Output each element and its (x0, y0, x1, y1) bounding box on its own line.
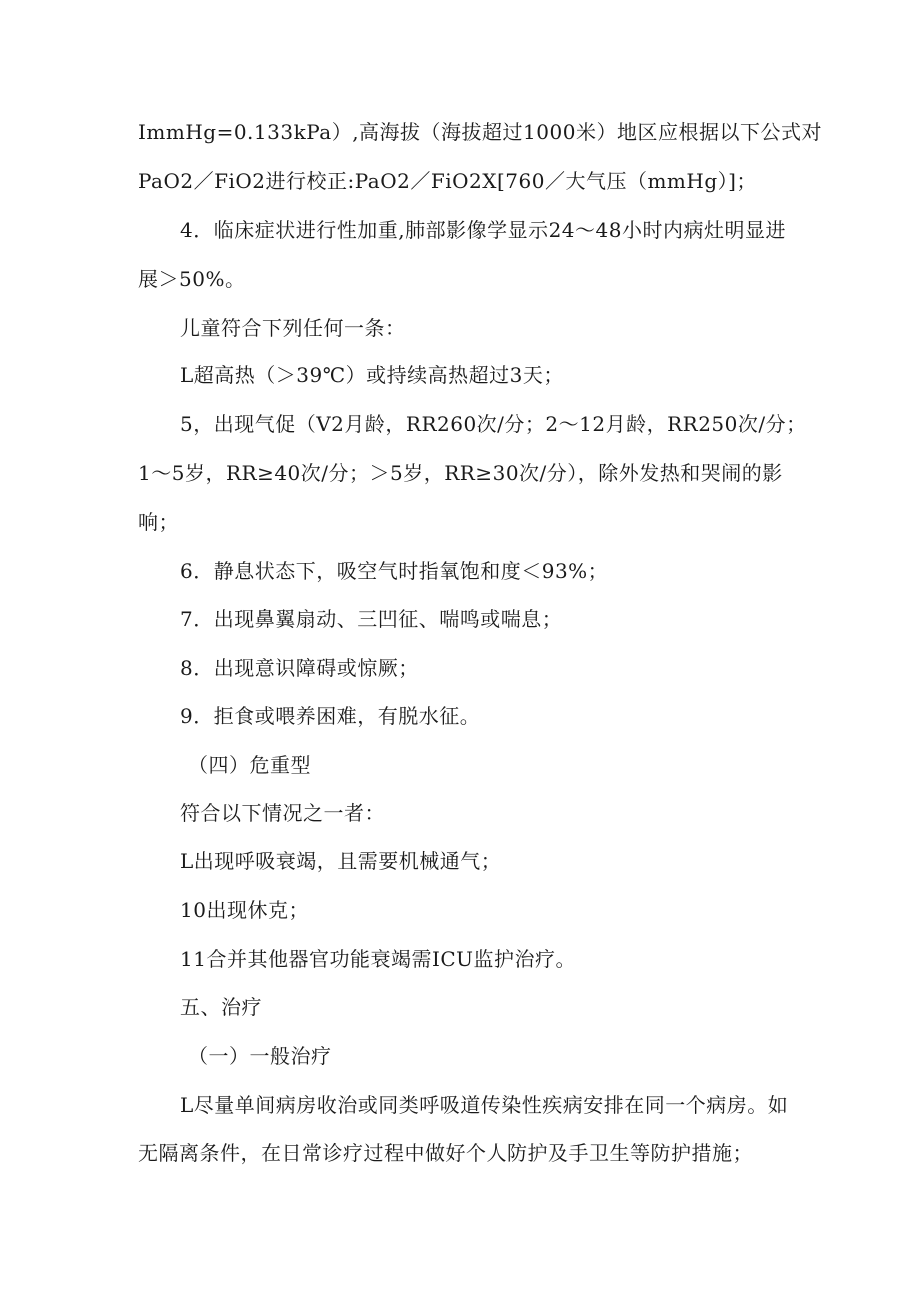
list-item-line: L尽量单间病房收治或同类呼吸道传染性疾病安排在同一个病房。如 (180, 1093, 789, 1117)
list-item-line: 11合并其他器官功能衰竭需ICU监护治疗。 (180, 947, 577, 971)
section-heading: （四）危重型 (188, 753, 311, 777)
paragraph-line: 1～5岁，RR≥40次/分；＞5岁，RR≥30次/分），除外发热和哭闹的影 (138, 461, 783, 485)
paragraph-line: ImmHg=0.133kPa）,高海拔（海拔超过1000米）地区应根据以下公式对 (138, 120, 822, 144)
section-intro: 儿童符合下列任何一条： (180, 316, 406, 340)
paragraph-line: 展＞50%。 (138, 267, 246, 291)
list-item-line: 7．出现鼻翼扇动、三凹征、喘鸣或喘息； (180, 607, 563, 631)
list-item-line: 4．临床症状进行性加重,肺部影像学显示24～48小时内病灶明显进 (180, 218, 786, 242)
section-intro: 符合以下情况之一者： (180, 801, 385, 825)
list-item-line: L出现呼吸衰竭，且需要机械通气； (180, 849, 502, 873)
list-item-line: 8．出现意识障碍或惊厥； (180, 656, 419, 680)
subsection-heading: （一）一般治疗 (188, 1044, 332, 1068)
paragraph-line: PaO2／FiO2进行校正:PaO2／FiO2X[760／大气压（mmHg）]； (138, 169, 757, 193)
list-item-line: 5，出现气促（V2月龄，RR260次/分；2～12月龄，RR250次/分； (180, 412, 807, 436)
list-item-line: 10出现休克； (180, 898, 309, 922)
list-item-line: L超高热（＞39℃）或持续高热超过3天； (180, 363, 564, 387)
section-heading: 五、治疗 (180, 995, 262, 1019)
paragraph-line: 响； (138, 510, 179, 534)
list-item-line: 9．拒食或喂养困难，有脱水征。 (180, 704, 481, 728)
list-item-line: 6．静息状态下，吸空气时指氧饱和度＜93%； (180, 559, 609, 583)
paragraph-line: 无隔离条件，在日常诊疗过程中做好个人防护及手卫生等防护措施； (138, 1141, 753, 1165)
